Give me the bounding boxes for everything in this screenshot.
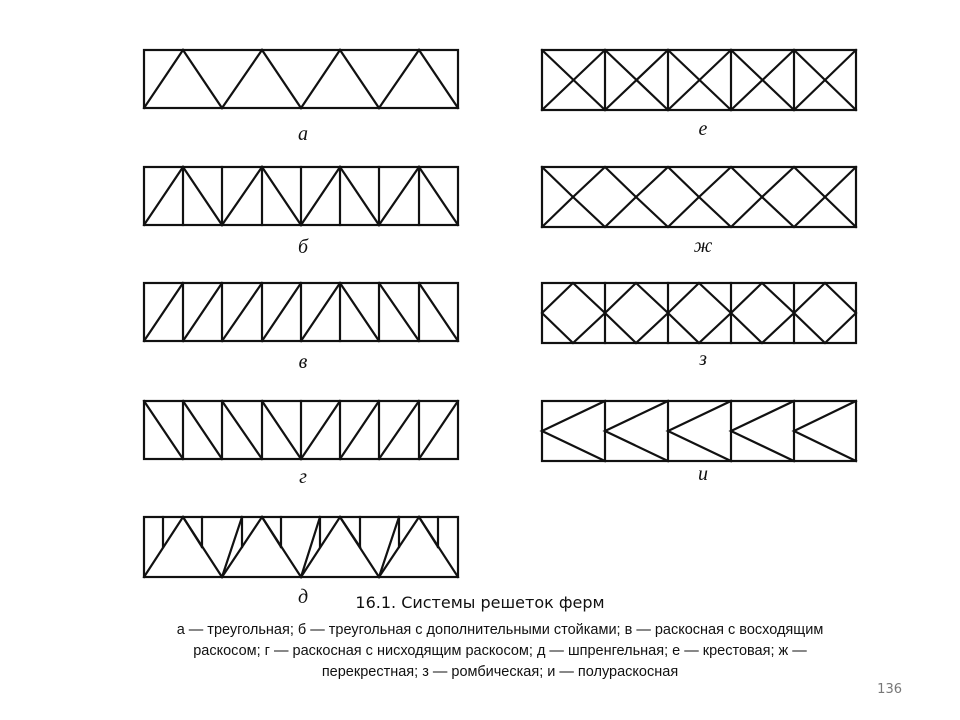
legend-line: перекрестная; з — ромбическая; и — полураскосная <box>321 664 679 680</box>
label-g: г <box>299 466 307 488</box>
truss-d-sprengel <box>144 517 458 577</box>
label-i: и <box>698 463 708 485</box>
figure-legend <box>80 620 920 683</box>
truss-i-semi-diagonal <box>542 401 856 461</box>
legend-line: а — треугольная; б — треугольная с дополнительными стойками; в — раскосная с восходящим <box>176 622 824 638</box>
label-zh: ж <box>693 235 713 257</box>
truss-g-diagonal-descending <box>144 401 458 459</box>
truss-v-diagonal-ascending <box>144 283 458 341</box>
label-d: д <box>297 586 309 608</box>
label-v: в <box>298 351 308 373</box>
label-e: е <box>698 118 708 140</box>
truss-b-triangular-posts <box>144 167 458 225</box>
label-a: а <box>298 123 308 145</box>
label-z: з <box>699 348 707 370</box>
truss-z-rhombic <box>542 283 856 343</box>
truss-e-cross <box>542 50 856 110</box>
figure-title: 16.1. Системы решеток ферм <box>355 593 605 612</box>
truss-zh-crossed <box>542 167 856 227</box>
label-b: б <box>297 236 309 258</box>
page-number: 136 <box>877 682 902 697</box>
legend-line: раскосом; г — раскосная с нисходящим раскосом; д — шпренгельная; е — крестовая; ж — <box>193 643 807 659</box>
truss-a-triangular <box>144 50 458 108</box>
